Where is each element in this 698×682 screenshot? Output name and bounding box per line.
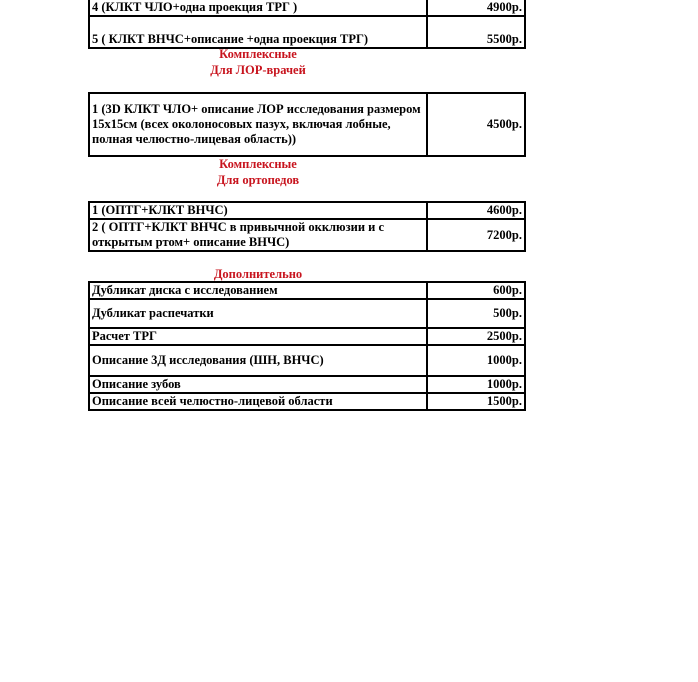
service-name: 4 (КЛКТ ЧЛО+одна проекция ТРГ ): [89, 0, 427, 16]
heading-line: Дополнительно: [213, 267, 303, 281]
service-price: 1000р.: [427, 345, 525, 376]
service-name: 1 (3D КЛКТ ЧЛО+ описание ЛОР исследования размером 15х15см (всех околоносовых пазух, включая лобные, полная челюстно-лицевая область)): [89, 93, 427, 156]
service-name: Описание 3Д исследования (ШН, ВНЧС): [89, 345, 427, 376]
table-row: [89, 93, 525, 156]
heading-line: Комплексные: [219, 47, 297, 61]
service-price: 7200р.: [427, 219, 525, 251]
service-price: 4500р.: [427, 93, 525, 156]
price-table-additional: [88, 281, 526, 411]
service-price: 1000р.: [427, 376, 525, 393]
table-row: [89, 345, 525, 376]
service-name: Описание всей челюстно-лицевой области: [89, 393, 427, 410]
heading-line: Для ортопедов: [216, 173, 300, 187]
table-row: [89, 376, 525, 393]
service-name: Расчет ТРГ: [89, 328, 427, 345]
table-row: [89, 393, 525, 410]
service-name: Описание зубов: [89, 376, 427, 393]
section-heading-orthopedists: [158, 156, 358, 188]
service-price: 1500р.: [427, 393, 525, 410]
price-table-lor: [88, 92, 526, 157]
service-name: 2 ( ОПТГ+КЛКТ ВНЧС в привычной окклюзии и с открытым ртом+ описание ВНЧС): [89, 219, 427, 251]
service-price: 4900р.: [427, 0, 525, 16]
service-price: 2500р.: [427, 328, 525, 345]
heading-line: Для ЛОР-врачей: [210, 63, 306, 77]
service-name: Дубликат распечатки: [89, 299, 427, 328]
table-row: [89, 0, 525, 16]
table-row: [89, 328, 525, 345]
service-price: 500р.: [427, 299, 525, 328]
table-row: [89, 202, 525, 219]
service-name: 5 ( КЛКТ ВНЧС+описание +одна проекция ТРГ): [89, 16, 427, 48]
service-name: Дубликат диска с исследованием: [89, 282, 427, 299]
heading-line: Комплексные: [219, 157, 297, 171]
service-name: 1 (ОПТГ+КЛКТ ВНЧС): [89, 202, 427, 219]
table-row: [89, 282, 525, 299]
table-row: [89, 16, 525, 48]
table-row: [89, 219, 525, 251]
price-table-orthopedists: [88, 201, 526, 252]
service-price: 4600р.: [427, 202, 525, 219]
service-price: 600р.: [427, 282, 525, 299]
section-heading-additional: [158, 266, 358, 282]
service-price: 5500р.: [427, 16, 525, 48]
price-table-basic: [88, 0, 526, 49]
table-row: [89, 299, 525, 328]
section-heading-lor: [158, 46, 358, 78]
